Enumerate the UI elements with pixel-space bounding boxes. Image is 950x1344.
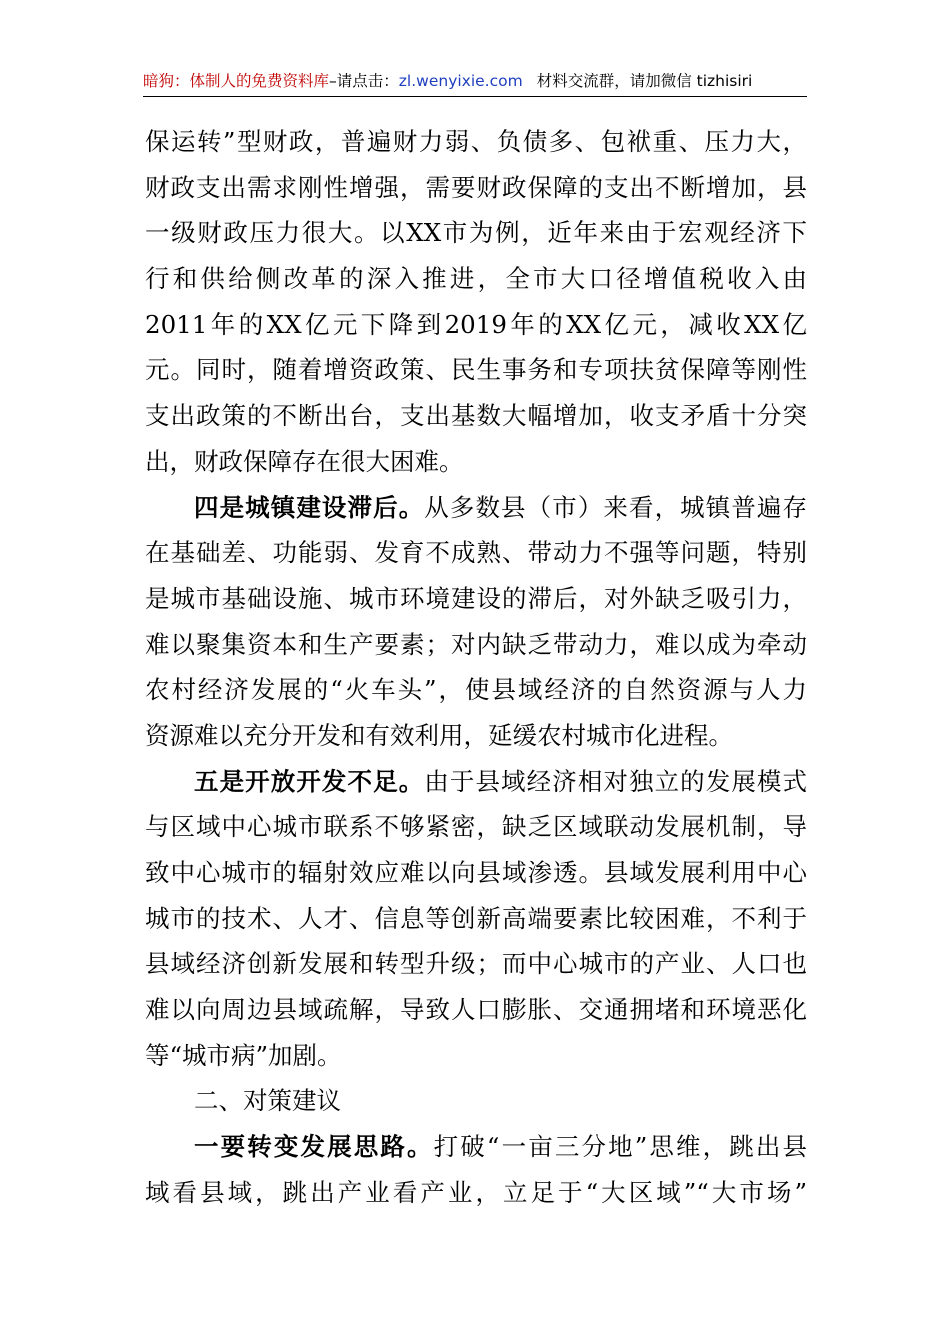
header-group-note: 材料交流群，请加微信 tizhisiri (536, 72, 753, 90)
header-prompt: –请点击： (329, 72, 399, 90)
text-line: 五是开放开发不足。由于县域经济相对独立的发展模式 (194, 766, 807, 796)
text-line: 一级财政压力很大。以XX市为例，近年来由于宏观经济下 (145, 218, 807, 248)
document-body (145, 119, 807, 1216)
paragraph-lead: 五是开放开发不足。 (194, 766, 425, 796)
text-line: 元。同时，随着增资政策、民生事务和专项扶贫保障等刚性 (145, 355, 807, 385)
text-line: 四是城镇建设滞后。从多数县（市）来看，城镇普遍存 (194, 492, 807, 522)
paragraph-urban-construction (145, 485, 807, 759)
paragraph-opening-up (145, 759, 807, 1079)
text-line: 财政支出需求刚性增强，需要财政保障的支出不断增加，县 (145, 172, 807, 202)
paragraph-development-thinking (145, 1124, 807, 1215)
text-line: 一要转变发展思路。打破“一亩三分地”思维，跳出县 (194, 1132, 807, 1162)
text-line: 在基础差、功能弱、发育不成熟、带动力不强等问题，特别 (145, 538, 807, 568)
text-line: 资源难以充分开发和有效利用，延缓农村城市化进程。 (145, 720, 733, 750)
text-line: 出，财政保障存在很大困难。 (145, 446, 464, 476)
paragraph-lead: 四是城镇建设滞后。 (194, 492, 425, 522)
paragraph-fiscal (145, 119, 807, 485)
text-line: 支出政策的不断出台，支出基数大幅增加，收支矛盾十分突 (145, 401, 807, 431)
text-line: 行和供给侧改革的深入推进，全市大口径增值税收入由 (145, 264, 807, 294)
text-line: 县域经济创新发展和转型升级；而中心城市的产业、人口也 (145, 949, 807, 979)
text-line: 难以聚集资本和生产要素；对内缺乏带动力，难以成为牵动 (145, 629, 807, 659)
page-header (143, 68, 807, 97)
paragraph-lead: 一要转变发展思路。 (194, 1132, 434, 1162)
text-line: 是城市基础设施、城市环境建设的滞后，对外缺乏吸引力， (145, 583, 807, 613)
header-link[interactable]: zl.wenyixie.com (398, 72, 523, 90)
text-line: 城市的技术、人才、信息等创新高端要素比较困难，不利于 (145, 903, 807, 933)
text-line: 等“城市病”加剧。 (145, 1040, 342, 1070)
header-brand: 暗狗：体制人的免费资料库 (143, 72, 330, 90)
section-heading: 二、对策建议 (194, 1086, 341, 1116)
text-line: 保运转”型财政，普遍财力弱、负债多、包袱重、压力大， (145, 127, 807, 156)
text-line: 难以向周边县域疏解，导致人口膨胀、交通拥堵和环境恶化 (145, 995, 807, 1025)
text-line: 与区域中心城市联系不够紧密，缺乏区域联动发展机制，导 (145, 812, 807, 842)
text-line: 致中心城市的辐射效应难以向县域渗透。县域发展利用中心 (145, 858, 807, 887)
text-line: 农村经济发展的“火车头”，使县域经济的自然资源与人力 (145, 675, 807, 705)
text-line: 2011年的XX亿元下降到2019年的XX亿元，减收XX亿 (145, 309, 807, 339)
text-line: 域看县域，跳出产业看产业，立足于“大区域”“大市场” (145, 1177, 807, 1207)
